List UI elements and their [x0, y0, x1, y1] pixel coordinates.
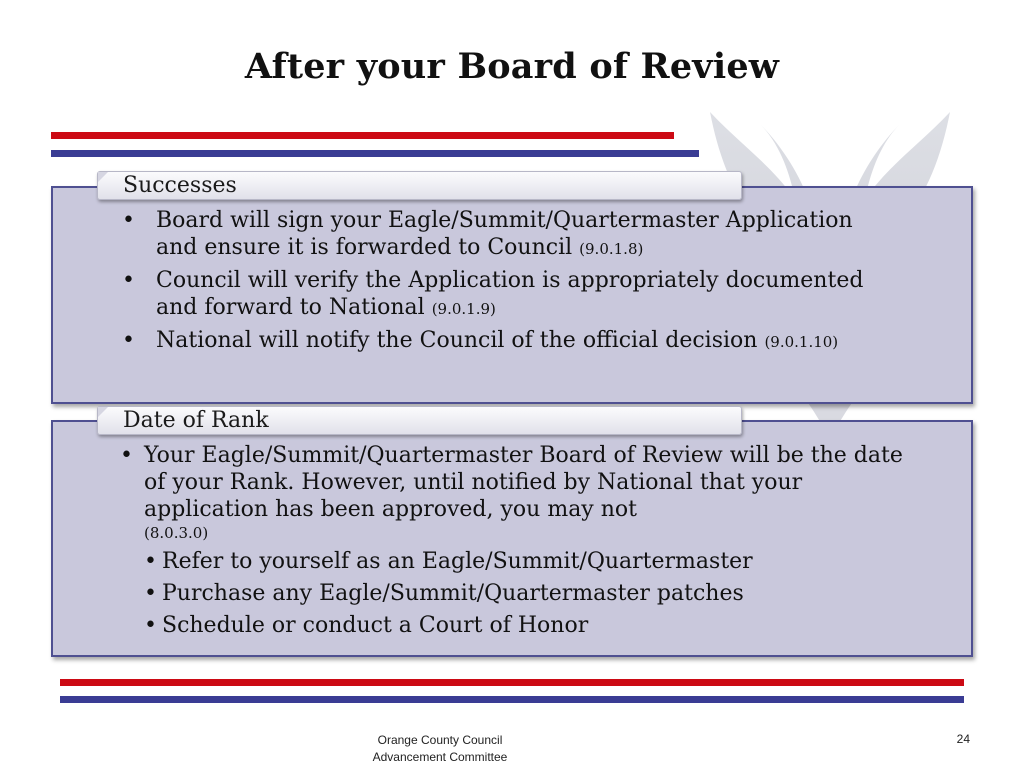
list-item — [120, 580, 910, 607]
tab-corner-fold — [98, 407, 108, 417]
slide-title: After your Board of Review — [244, 46, 780, 87]
top-blue-stripe — [51, 150, 699, 157]
successes-list — [118, 207, 878, 360]
list-item-text: National will notify the Council of the official decision — [156, 328, 765, 353]
list-item-text: Council will verify the Application is appropriately documented and forward to National — [156, 268, 864, 320]
successes-heading: Successes — [123, 173, 237, 198]
rank-main-ref: (8.0.3.0) — [144, 524, 209, 542]
list-item — [120, 612, 910, 639]
bullet-icon: • — [122, 268, 135, 293]
list-item — [120, 548, 910, 575]
bullet-icon: • — [144, 549, 157, 574]
list-item-ref: (9.0.1.9) — [431, 300, 496, 318]
list-item — [118, 327, 878, 356]
successes-tab — [97, 171, 742, 200]
bullet-icon: • — [144, 581, 157, 606]
list-item-text: Refer to yourself as an Eagle/Summit/Quartermaster — [162, 549, 753, 574]
footer-org-line1: Orange County Council — [377, 733, 503, 747]
date-of-rank-heading: Date of Rank — [123, 408, 269, 433]
rank-main-text: Your Eagle/Summit/Quartermaster Board of Review will be the date of your Rank. However, until notified by National that your application has been approved, you may not — [144, 443, 903, 522]
bottom-red-stripe — [60, 679, 964, 686]
list-item-text: Schedule or conduct a Court of Honor — [162, 613, 589, 638]
list-item-ref: (9.0.1.8) — [579, 240, 644, 258]
rank-main-item — [120, 442, 910, 543]
list-item-text: Board will sign your Eagle/Summit/Quartermaster Application and ensure it is forwarded to Council — [156, 208, 853, 260]
bullet-icon: • — [120, 443, 133, 468]
bullet-icon: • — [144, 613, 157, 638]
bullet-icon: • — [122, 208, 135, 233]
bottom-blue-stripe — [60, 696, 964, 703]
date-of-rank-content — [120, 442, 910, 639]
date-of-rank-tab — [97, 406, 742, 435]
rank-sub-list — [120, 548, 910, 639]
top-red-stripe — [51, 132, 674, 139]
footer-org-line2: Advancement Committee — [372, 750, 508, 764]
list-item — [118, 207, 878, 263]
list-item-ref: (9.0.1.10) — [764, 333, 839, 351]
tab-corner-fold — [98, 172, 108, 182]
footer-organization — [340, 732, 540, 766]
page-number: 24 — [956, 732, 970, 746]
list-item-text: Purchase any Eagle/Summit/Quartermaster patches — [162, 581, 744, 606]
list-item — [118, 267, 878, 323]
bullet-icon: • — [122, 328, 135, 353]
